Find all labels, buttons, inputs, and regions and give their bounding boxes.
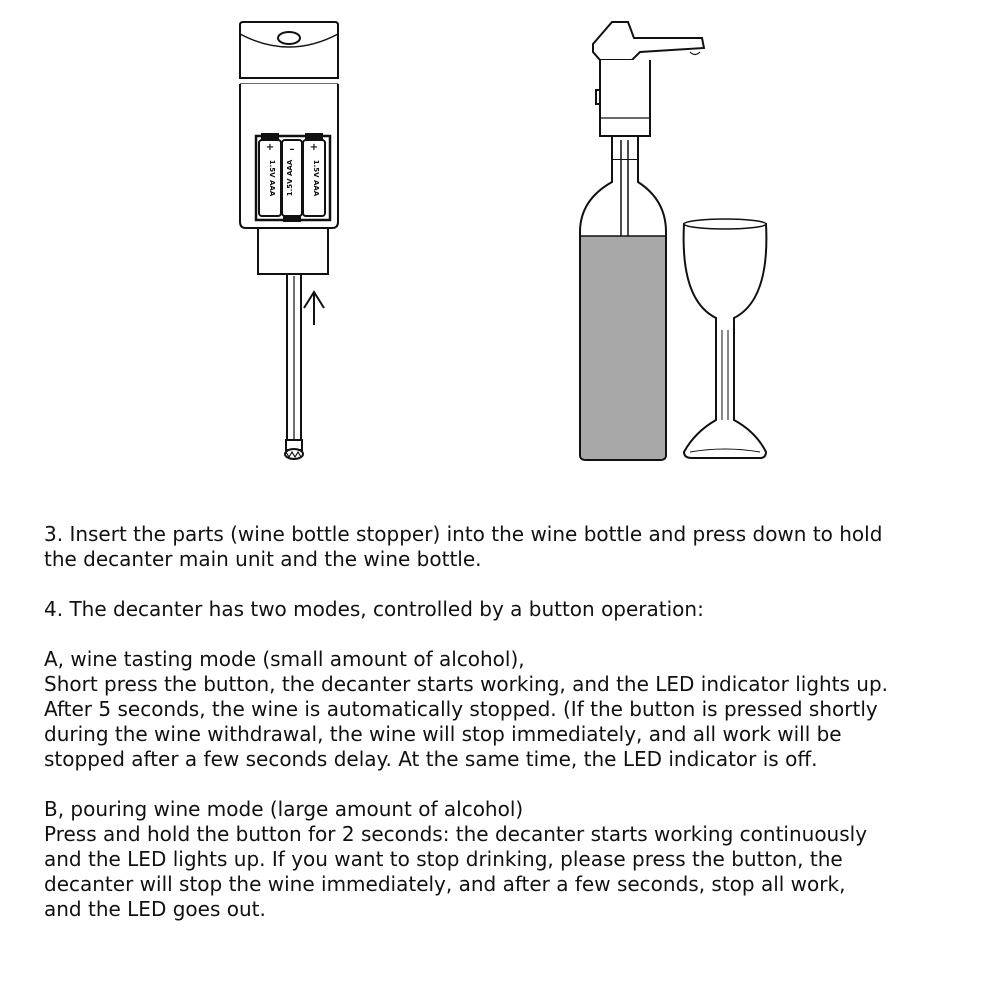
battery-label-2: 1.5V AAA: [286, 159, 294, 197]
battery-label-3: 1.5V AAA: [312, 159, 320, 197]
text-line: After 5 seconds, the wine is automatically stopped. (If the button is pressed shortly: [44, 697, 878, 721]
text-line: 3. Insert the parts (wine bottle stopper) into the wine bottle and press down to hold: [44, 522, 883, 546]
instructions-text: [44, 522, 984, 922]
text-line: Short press the button, the decanter starts working, and the LED indicator lights up.: [44, 672, 889, 696]
bottle-and-glass-drawing: [580, 22, 766, 460]
wine-glass: [684, 224, 767, 458]
mode-b-paragraph: [44, 797, 984, 922]
step-3-paragraph: [44, 522, 984, 572]
text-line: B, pouring wine mode (large amount of alcohol): [44, 797, 524, 821]
decanter-unit-drawing: [240, 22, 338, 459]
text-line: 4. The decanter has two modes, controlled by a button operation:: [44, 597, 704, 621]
text-line: during the wine withdrawal, the wine will stop immediately, and all work will be: [44, 722, 842, 746]
svg-text:–: –: [289, 144, 295, 155]
text-line: decanter will stop the wine immediately, and after a few seconds, stop all work,: [44, 872, 846, 896]
insert-arrow-icon: [304, 292, 324, 325]
step-4-paragraph: [44, 597, 984, 622]
text-line: and the LED lights up. If you want to stop drinking, please press the button, the: [44, 847, 843, 871]
text-line: the decanter main unit and the wine bottle.: [44, 547, 482, 571]
battery-label-1: 1.5V AAA: [268, 159, 276, 197]
svg-text:+: +: [265, 142, 275, 153]
text-line: A, wine tasting mode (small amount of alcohol),: [44, 647, 525, 671]
wine-fill: [581, 236, 665, 459]
power-button-icon: [278, 32, 300, 44]
svg-text:+: +: [309, 142, 319, 153]
text-line: Press and hold the button for 2 seconds: the decanter starts working continuously: [44, 822, 868, 846]
text-line: stopped after a few seconds delay. At the same time, the LED indicator is off.: [44, 747, 818, 771]
text-line: and the LED goes out.: [44, 897, 266, 921]
mode-a-paragraph: [44, 647, 984, 772]
